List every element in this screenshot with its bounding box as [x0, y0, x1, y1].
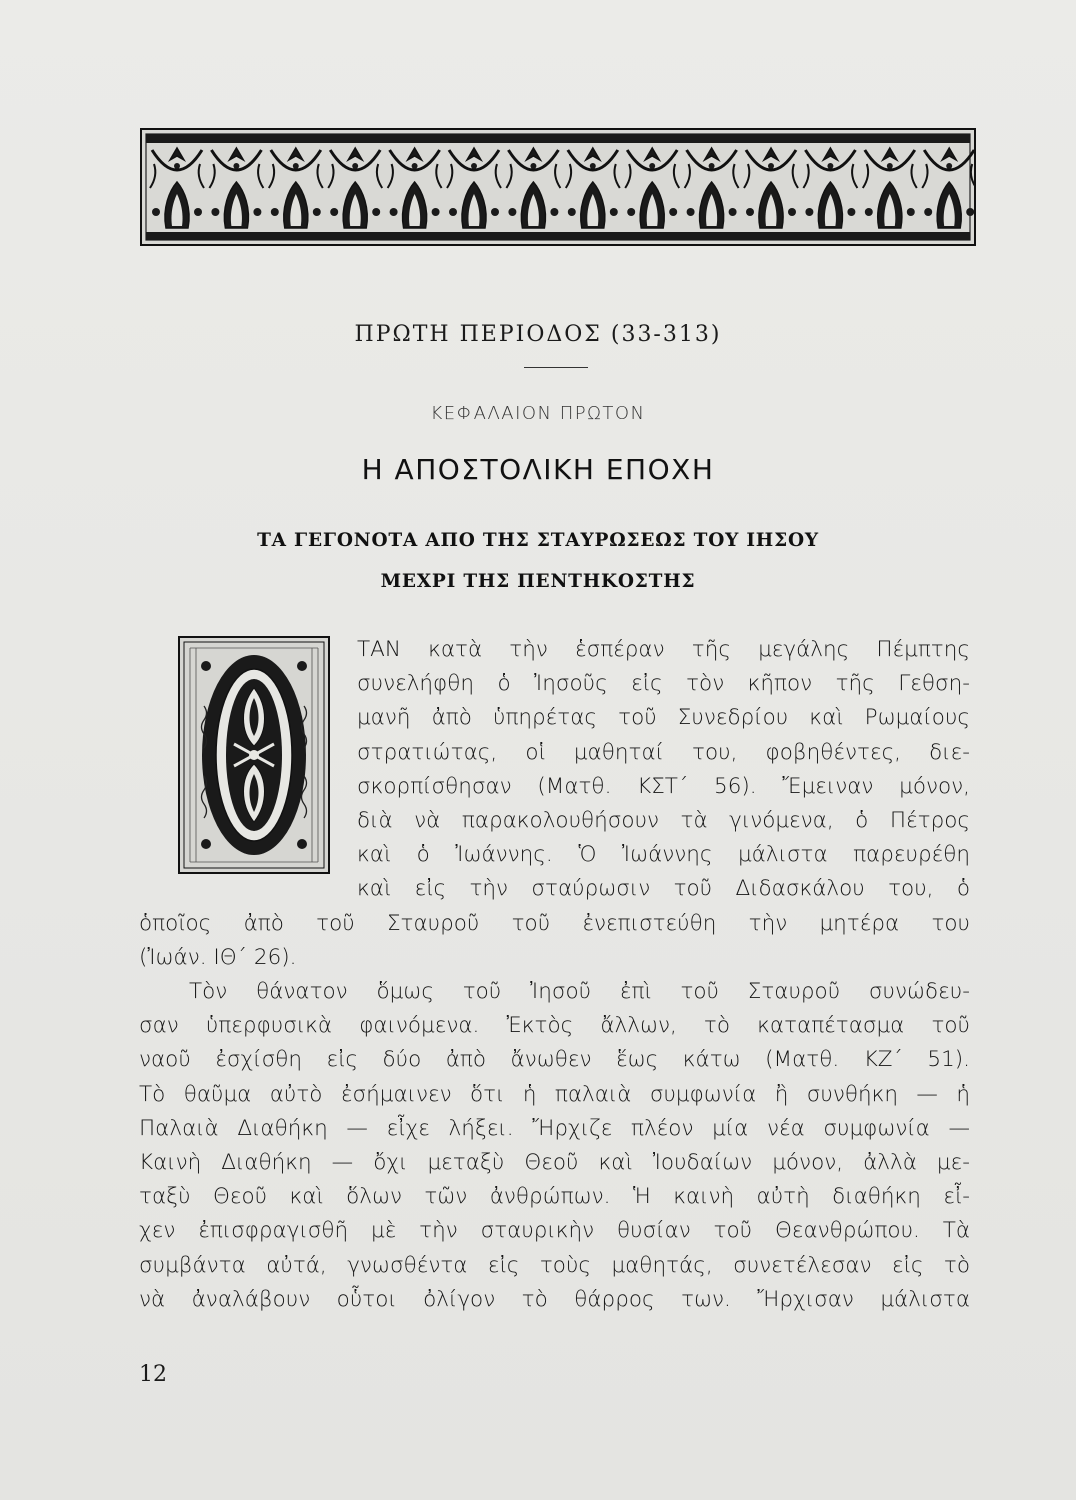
body-text-line: Καινὴ Διαθήκη — ὄχι μεταξὺ Θεοῦ καὶ Ἰουδαίων μόνον, ἀλλὰ με-: [139, 1150, 970, 1175]
dropcap-omicron-initial: [178, 636, 330, 874]
body-text-line: καὶ ὁ Ἰωάννης. Ὁ Ἰωάννης μάλιστα παρευρέθη: [357, 842, 970, 868]
chapter-label: ΚΕΦΑΛΑΙΟΝ ΠΡΩΤΟΝ: [430, 403, 646, 424]
body-text-line: Παλαιὰ Διαθήκη — εἶχε λήξει. Ἤρχιζε πλέον μία νέα συμφωνία —: [139, 1115, 970, 1141]
body-text-line: Τὸ θαῦμα αὐτὸ ἐσήμαινεν ὅτι ἡ παλαιὰ συμφωνία ἢ συνθήκη — ἡ: [139, 1081, 970, 1107]
body-text-line: συμβάντα αὐτά, γνωσθέντα εἰς τοὺς μαθητάς, συνετέλεσαν εἰς τὸ: [139, 1252, 970, 1278]
body-text-line: ναοῦ ἐσχίσθη εἰς δύο ἀπὸ ἄνωθεν ἕως κάτω (Ματθ. ΚΖ΄ 51).: [139, 1047, 970, 1073]
body-text-line: στρατιώτας, οἱ μαθηταί του, φοβηθέντες, διε-: [357, 739, 970, 765]
section-subtitle-line-2: ΜΕΧΡΙ ΤΗΣ ΠΕΝΤΗΚΟΣΤΗΣ: [380, 571, 696, 592]
body-text-line: διὰ νὰ παρακολουθήσουν τὰ γινόμενα, ὁ Πέτρος: [357, 808, 970, 833]
body-text-line: ὁποῖος ἀπὸ τοῦ Σταυροῦ τοῦ ἐνεπιστεύθη τὴν μητέρα του: [139, 910, 970, 936]
body-text-line: σκορπίσθησαν (Ματθ. ΚΣΤ΄ 56). Ἔμειναν μόνον,: [357, 773, 970, 799]
period-title: ΠΡΩΤΗ ΠΕΡΙΟΔΟΣ (33-313): [354, 322, 722, 347]
body-text-line: (Ἰωάν. ΙΘ΄ 26).: [139, 944, 297, 970]
body-text-line: ΤΑΝ κατὰ τὴν ἑσπέραν τῆς μεγάλης Πέμπτης: [357, 637, 970, 662]
body-text-line: σαν ὑπερφυσικὰ φαινόμενα. Ἐκτὸς ἄλλων, τὸ καταπέτασμα τοῦ: [139, 1013, 970, 1039]
page-number: 12: [139, 1362, 167, 1387]
body-text-line: Τὸν θάνατον ὅμως τοῦ Ἰησοῦ ἐπὶ τοῦ Σταυροῦ συνώδευ-: [189, 979, 970, 1004]
body-text-line: νὰ ἀναλάβουν οὗτοι ὀλίγον τὸ θάρρος των. Ἤρχισαν μάλιστα: [139, 1286, 970, 1312]
title-divider: [524, 367, 588, 368]
body-text-line: καὶ εἰς τὴν σταύρωσιν τοῦ Διδασκάλου του, ὁ: [357, 876, 970, 902]
chapter-title: Η ΑΠΟΣΤΟΛΙΚΗ ΕΠΟΧΗ: [361, 453, 715, 486]
section-subtitle-line-1: ΤΑ ΓΕΓΟΝΟΤΑ ΑΠΟ ΤΗΣ ΣΤΑΥΡΩΣΕΩΣ ΤΟΥ ΙΗΣΟΥ: [257, 530, 819, 551]
body-text-line: μανῆ ἀπὸ ὑπηρέτας τοῦ Συνεδρίου καὶ Ρωμαίους: [357, 705, 970, 731]
body-text-line: συνελήφθη ὁ Ἰησοῦς εἰς τὸν κῆπον τῆς Γεθση-: [357, 671, 970, 697]
body-text-line: ταξὺ Θεοῦ καὶ ὅλων τῶν ἀνθρώπων. Ἡ καινὴ αὐτὴ διαθήκη εἶ-: [139, 1184, 970, 1210]
body-text-line: χεν ἐπισφραγισθῆ μὲ τὴν σταυρικὴν θυσίαν τοῦ Θεανθρώπου. Τὰ: [139, 1218, 970, 1244]
ornamental-header-band: [140, 128, 976, 246]
